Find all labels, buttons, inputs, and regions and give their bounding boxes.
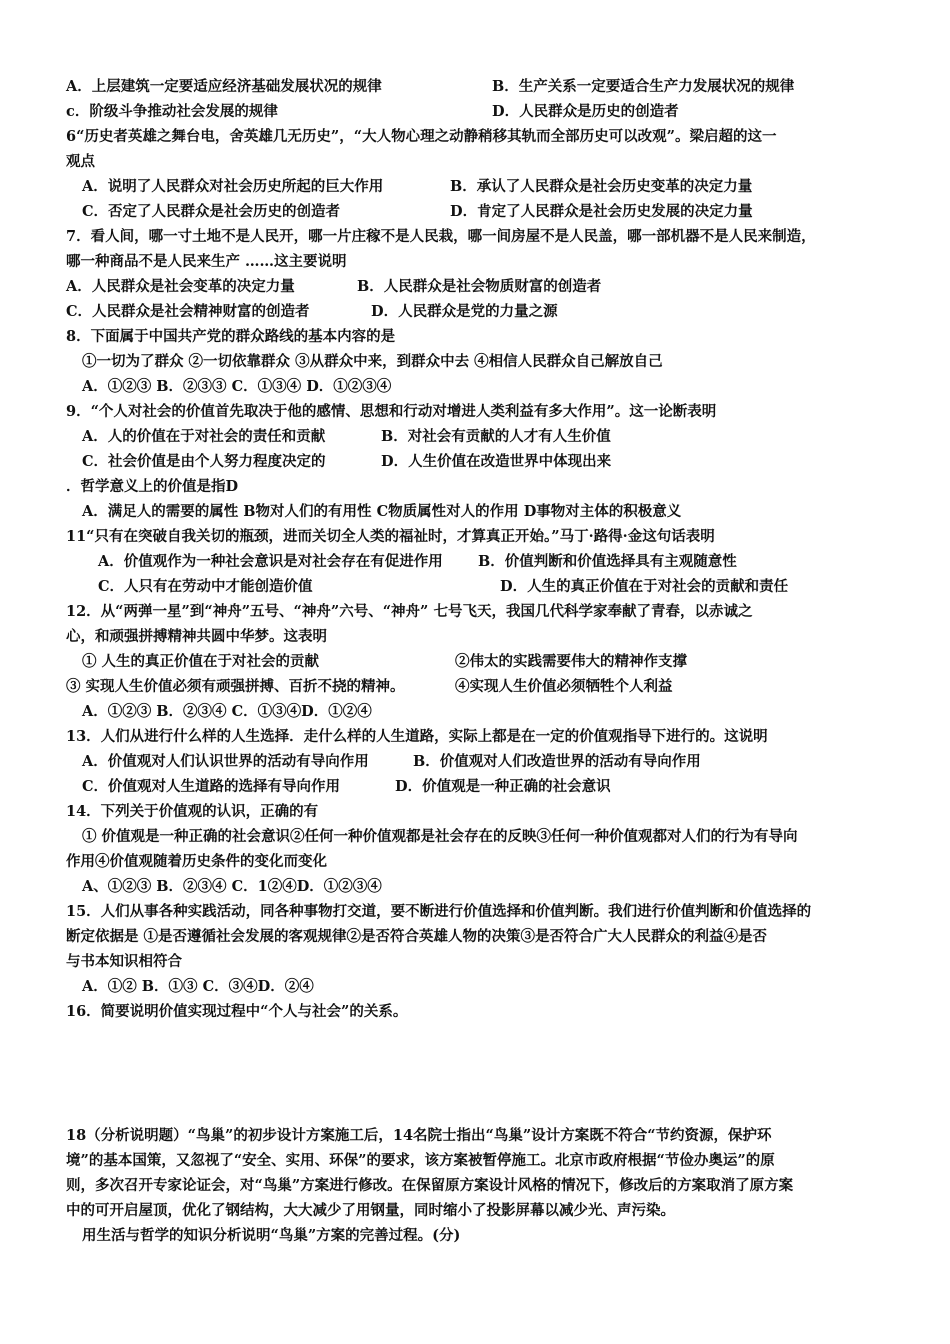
q5-option-b: B．生产关系一定要适合生产力发展状况的规律 [492, 78, 795, 95]
q11-option-a: A．价值观作为一种社会意识是对社会存在有促进作用 [98, 553, 443, 570]
q7-option-a: A．人民群众是社会变革的决定力量 [66, 278, 295, 295]
q15-stem-end: 与书本知识相符合 [66, 953, 182, 970]
q12-stem: 12．从“两弹一星”到“神舟”五号、“神舟”六号、“神舟” 七号飞天，我国几代科学家奉献了青春，以赤诚之 [66, 603, 753, 620]
q9-stem: 9．“个人对社会的价值首先取决于他的感情、思想和行动对增进人类利益有多大作用”。这一论断表明 [66, 403, 717, 420]
q13-option-b: B．价值观对人们改造世界的活动有导向作用 [413, 753, 701, 770]
q8-items: ①一切为了群众 ②一切依靠群众 ③从群众中来，到群众中去 ④相信人民群众自己解放自己 [82, 353, 663, 370]
q18-stem-2: 境”的基本国策，又忽视了“安全、实用、环保”的要求，该方案被暂停施工。北京市政府根据“节俭办奥运”的原 [66, 1152, 775, 1169]
q10-options: A．满足人的需要的属性 B物对人们的有用性 C物质属性对人的作用 D事物对主体的积极意义 [82, 503, 682, 520]
q18-stem-4: 中的可开启屋顶，优化了钢结构，大大减少了用钢量，同时缩小了投影屏幕以减少光、声污染。 [66, 1202, 675, 1219]
q14-items: ① 价值观是一种正确的社会意识②任何一种价值观都是社会存在的反映③任何一种价值观都对人们的行为有导向 [82, 828, 798, 845]
q11-stem: 11“只有在突破自我关切的瓶颈，进而关切全人类的福祉时，才算真正开始。”马丁·路得·金这句话表明 [66, 528, 715, 545]
q5-option-d: D．人民群众是历史的创造者 [492, 103, 679, 120]
q9-option-a: A．人的价值在于对社会的责任和贡献 [82, 428, 326, 445]
q15-stem-cont: 断定依据是 ①是否遵循社会发展的客观规律②是否符合英雄人物的决策③是否符合广大人民群众的利益④是否 [66, 928, 768, 945]
q8-stem: 8．下面属于中国共产党的群众路线的基本内容的是 [66, 328, 396, 345]
q12-item-1: ① 人生的真正价值在于对社会的贡献 [82, 653, 320, 670]
q6-option-a: A．说明了人民群众对社会历史所起的巨大作用 [82, 178, 384, 195]
q11-option-c: C．人只有在劳动中才能创造价值 [98, 578, 313, 595]
q15-options: A．①② B．①③ C．③④D．②④ [82, 978, 314, 995]
q13-option-d: D．价值观是一种正确的社会意识 [395, 778, 611, 795]
q6-stem-cont: 观点 [66, 153, 95, 170]
q11-option-d: D．人生的真正价值在于对社会的贡献和责任 [500, 578, 789, 595]
q14-stem: 14．下列关于价值观的认识，正确的有 [66, 803, 319, 820]
q7-option-d: D．人民群众是党的力量之源 [371, 303, 558, 320]
q12-stem-cont: 心，和顽强拼搏精神共圆中华梦。这表明 [66, 628, 327, 645]
q7-stem: 7．看人间，哪一寸土地不是人民开，哪一片庄稼不是人民栽，哪一间房屋不是人民盖，哪一部机器不是人民来制造， [66, 228, 816, 245]
q13-option-a: A．价值观对人们认识世界的活动有导向作用 [82, 753, 369, 770]
q7-option-c: C．人民群众是社会精神财富的创造者 [66, 303, 310, 320]
q9-option-d: D．人生价值在改造世界中体现出来 [381, 453, 612, 470]
q7-stem-cont: 哪一种商品不是人民来生产 ……这主要说明 [66, 253, 347, 270]
q6-option-d: D．肯定了人民群众是社会历史发展的决定力量 [450, 203, 753, 220]
q12-item-3: ③ 实现人生价值必须有顽强拼搏、百折不挠的精神。 [66, 678, 405, 695]
q18-question: 用生活与哲学的知识分析说明“鸟巢”方案的完善过程。(分) [82, 1227, 461, 1244]
q5-option-a: A．上层建筑一定要适应经济基础发展状况的规律 [66, 78, 382, 95]
q11-option-b: B．价值判断和价值选择具有主观随意性 [478, 553, 737, 570]
q6-stem: 6“历史者英雄之舞台电，舍英雄几无历史”，“大人物心理之动静稍移其轨而全部历史可以改观”。梁启超的这一 [66, 128, 777, 145]
q10-stem: ．哲学意义上的价值是指D [66, 478, 239, 495]
q15-stem: 15．人们从事各种实践活动，同各种事物打交道，要不断进行价值选择和价值判断。我们进行价值判断和价值选择的 [66, 903, 812, 920]
q9-option-b: B．对社会有贡献的人才有人生价值 [381, 428, 611, 445]
q7-option-b: B．人民群众是社会物质财富的创造者 [357, 278, 602, 295]
q9-option-c: C．社会价值是由个人努力程度决定的 [82, 453, 326, 470]
q18-stem: 18（分析说明题）“鸟巢”的初步设计方案施工后，14名院士指出“鸟巢”设计方案既不符合“节约资源，保护环 [66, 1127, 772, 1144]
q6-option-b: B．承认了人民群众是社会历史变革的决定力量 [450, 178, 753, 195]
q13-stem: 13．人们从进行什么样的人生选择．走什么样的人生道路，实际上都是在一定的价值观指导下进行的。这说明 [66, 728, 768, 745]
q6-option-c: C．否定了人民群众是社会历史的创造者 [82, 203, 341, 220]
q16-stem: 16．简要说明价值实现过程中“个人与社会”的关系。 [66, 1003, 408, 1020]
q12-item-4: ④实现人生价值必须牺牲个人利益 [455, 678, 673, 695]
q14-items-cont: 作用④价值观随着历史条件的变化而变化 [66, 853, 327, 870]
q5-option-c: c．阶级斗争推动社会发展的规律 [66, 103, 278, 120]
q13-option-c: C．价值观对人生道路的选择有导向作用 [82, 778, 341, 795]
q18-stem-3: 则，多次召开专家论证会，对“鸟巢”方案进行修改。在保留原方案设计风格的情况下，修改后的方案取消了原方案 [66, 1177, 794, 1194]
q8-options: A．①②③ B．②③③ C．①③④ D．①②③④ [82, 378, 392, 395]
q14-options: A、①②③ B．②③④ C．1②④D．①②③④ [82, 878, 382, 895]
q12-item-2: ②伟太的实践需要伟大的精神作支撑 [455, 653, 687, 670]
q12-options: A．①②③ B．②③④ C．①③④D．①②④ [82, 703, 372, 720]
